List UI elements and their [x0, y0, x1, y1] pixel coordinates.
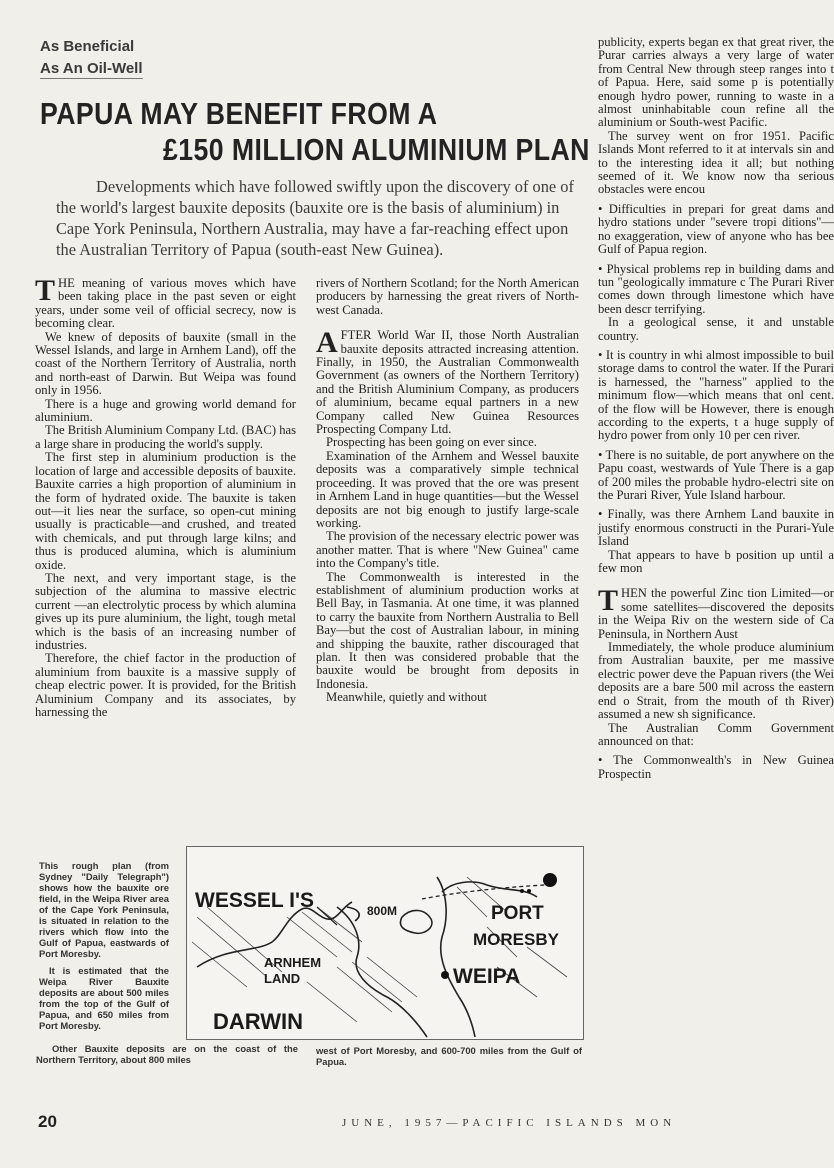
label-wessel: WESSEL I'S [195, 889, 314, 912]
col2-paragraph: The Commonwealth is interested in the establishment of aluminium production works at Bell Bay, in Tasmania. At one time, it was planned to carry the bauxite from Northern Australia to Bell Bay—but the cost of Australian labour, in mining and shipping the bauxite, rather discouraged that plan. It then was considered probable that the bauxite would be brought from deposits in Indonesia. [316, 569, 579, 691]
label-800m: 800M [367, 904, 398, 918]
col1-paragraph: There is a huge and growing world demand for aluminium. [35, 396, 296, 425]
route-dot [527, 889, 531, 893]
article-column-2 [316, 277, 579, 841]
col2-paragraph: Prospecting has been going on ever since. [326, 435, 537, 450]
col1-paragraph: Therefore, the chief factor in the production of aluminium from bauxite is a massive supply of cheap electric power. It is provided, for the British Aluminium Company and its associates, by harnessing the [35, 651, 296, 719]
running-footer: JUNE, 1957—PACIFIC ISLANDS MON [342, 1117, 677, 1129]
dropcap-a: A [316, 326, 338, 360]
col1-paragraph: HE meaning of various moves which have been taking place in the past seven or eight years, under some veil of official secrecy, now is becoming clear. [35, 276, 296, 331]
label-moresby: MORESBY [473, 930, 559, 949]
kicker-line-1: As Beneficial [40, 38, 135, 55]
label-land: LAND [264, 971, 301, 986]
col2-paragraph: rivers of Northern Scotland; for the North American producers by harnessing the great rivers of North-west Canada. [316, 276, 579, 317]
dropcap-t: T [35, 274, 56, 307]
kicker-line-2: As An Oil-Well [40, 60, 143, 77]
caption-paragraph: It is estimated that the Weipa River Bauxite deposits are about 500 miles from the top of the Gulf of Papua, and 650 miles from Port Moresby. [39, 965, 169, 1031]
label-darwin: DARWIN [213, 1009, 304, 1034]
map-caption-bottom-right: west of Port Moresby, and 600-700 miles from the Gulf of Papua. [316, 1045, 582, 1067]
dropcap-t: T [598, 584, 619, 618]
col3-bullet: • Physical problems rep in building dams and tun "geologically immature c The Purari River comes down through limestone which have been descr terrifying. [598, 261, 834, 316]
col3-paragraph: In a geological sense, it and unstable country. [598, 315, 834, 343]
col3-bullet: • There is no suitable, de port anywhere on the Papu coast, westwards of Yule There is a gap of 200 miles the probable hydro-electri site on the Purari River, Yule Island harbour. [598, 447, 834, 502]
intro-paragraph: Developments which have followed swiftly upon the discovery of one of the world's largest bauxite deposits (bauxite ore is the basis of aluminium) in Cape York Peninsula, Northern Australia, may have a far-reaching effect upon the Australian Territory of Papua (south-east New Guinea). [56, 177, 574, 259]
col2-paragraph: FTER World War II, those North Australian bauxite deposits attracted increasing attention. Finally, in 1950, the Australian Commonwealth Government (as owners of the Northern Territory) and the British Aluminium Company, as producers of aluminium, became equal partners in a new Company called New Guinea Resources Prospecting Company Ltd. [316, 328, 579, 437]
map-caption [39, 860, 169, 1037]
port-moresby-marker [543, 873, 557, 887]
col3-paragraph: That appears to have b position up until a few mon [598, 547, 834, 576]
label-port: PORT [491, 903, 544, 924]
col3-paragraph: HEN the powerful Zinc tion Limited—or some satellites—discovered the deposits in the Weipa Riv on the western side of Ca Peninsula, in Northern Aust [598, 586, 834, 641]
bauxite-map [186, 846, 584, 1040]
col1-paragraph: The next, and very important stage, is the subjection of the alumina to massive electric current —an electrolytic process by which alumina gives up its pure aluminium, the light, tough metal which is the basis of an increasing number of industries. [35, 570, 296, 652]
col2-paragraph: Examination of the Arnhem and Wessel bauxite deposits was a comparatively simple technical proceeding. It was proved that the ore was present in Arnhem Land in huge quantities—but the Wessel deposits are not big enough to justify large-scale working. [316, 448, 579, 530]
map-caption-bottom-left: Other Bauxite deposits are on the coast of the Northern Territory, about 800 miles [36, 1043, 298, 1065]
col3-paragraph: publicity, experts began ex that great river, the Purar carries always a very large of water from Central New through steep ranges into t of Papua. Here, said some p is potentially enough hydro power, running to waste in a almost uninhabitable coun refine all the aluminium or South-west Pacific. [598, 35, 834, 130]
col3-bullet: • Difficulties in prepari for great dams and hydro stations under "severe tropi ditions"—no exaggeration, view of anyone who has bee Gulf of Papua region. [598, 201, 834, 257]
col2-paragraph: Meanwhile, quietly and without [326, 690, 487, 705]
col3-bullet: • Finally, was there Arnhem Land bauxite in justify enormous constructi in the Purari-Yule Island [598, 507, 834, 549]
caption-paragraph: This rough plan (from Sydney "Daily Telegraph") shows how the bauxite ore field, in the Weipa River area of the Cape York Peninsula, is situated in relation to the rivers which flow into the Gulf of Papua, eastwards of Port Moresby. [39, 860, 169, 959]
label-weipa: WEIPA [453, 965, 521, 988]
headline-line-2: £150 MILLION ALUMINIUM PLAN [163, 132, 590, 167]
col3-bullet: • It is country in whi almost impossible to buil storage dams to control the water. If the Purari is harnessed, the "harness" applied to the minimum flow—which means that onl cent. of the flow will be However, there is enough according to the experts, t a huge supply of hydro power from only 10 per cen river. [598, 347, 834, 443]
col1-paragraph: The first step in aluminium production is the location of large and accessible deposits of bauxite. Bauxite carries a high proportion of aluminium in the form of hydrated oxide. The bauxite is taken out—it lies near the surface, so open-cut mining usually is practicable—and crushed, and treated with chemicals, and put through large kilns; and thus is produced alumina, which is aluminium oxide. [35, 450, 296, 572]
col3-paragraph: The survey went on fror 1951. Pacific Islands Mont referred to it at intervals sin and to the interesting idea it all; but nothing seemed of it. We know now tha serious obstacles were encou [598, 128, 834, 197]
article-column-3-viewport [598, 35, 834, 1108]
route-dot [520, 889, 524, 893]
col1-paragraph: The British Aluminium Company Ltd. (BAC) has a large share in producing the world's supply. [35, 423, 296, 451]
article-column-1 [35, 274, 296, 841]
map-drawing [187, 847, 583, 1039]
col3-paragraph: Immediately, the whole produce aluminium from Australian bauxite, per me massive electric power deve the Papuan rivers (the Wei deposits are a bare 500 mil across the eastern end o Strait, from the mouth of th River) assumed a new sh significance. [598, 640, 834, 722]
page-number: 20 [38, 1112, 57, 1131]
col2-paragraph: The provision of the necessary electric power was another matter. That is where "New Guinea" came into the Company's title. [316, 529, 579, 571]
col3-paragraph: The Australian Comm Government announced on that: [598, 720, 834, 748]
weipa-marker [441, 971, 449, 979]
label-arnhem: ARNHEM [264, 955, 322, 970]
col3-bullet: • The Commonwealth's in New Guinea Prospectin [598, 753, 834, 781]
col1-paragraph: We knew of deposits of bauxite (small in the Wessel Islands, and large in Arnhem Land), off the coast of the Northern Territory of Australia, north and north-east of Darwin. But Weipa was found only in 1956. [35, 329, 296, 398]
headline-line-1: PAPUA MAY BENEFIT FROM A [40, 96, 438, 131]
article-column-3 [598, 36, 834, 781]
